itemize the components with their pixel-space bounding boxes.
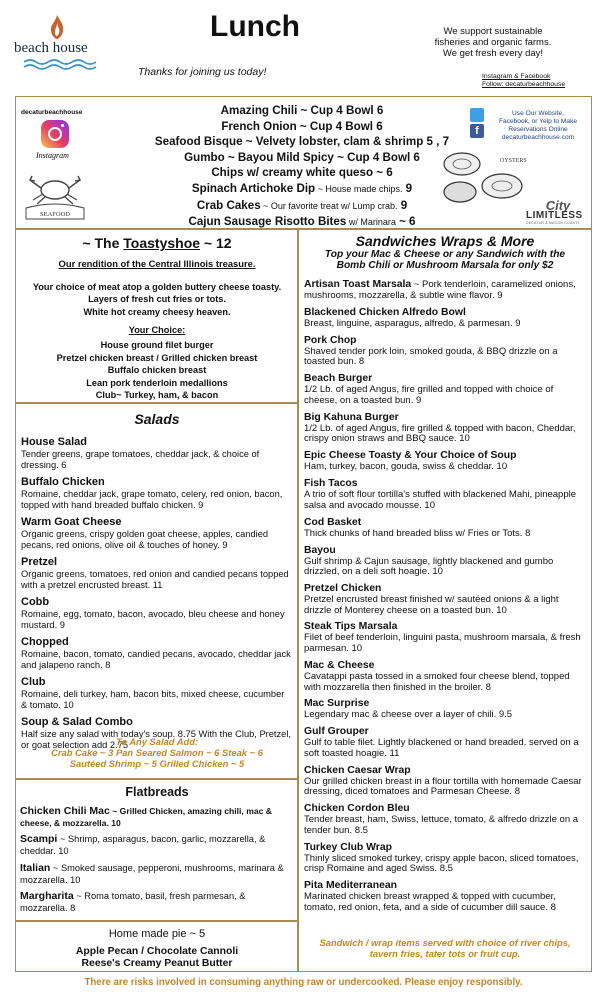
menu-item: Fish Tacos A trio of soft flour tortilla's stuffed with blackened Mahi, pineapple salsa and avocado mousse. 10 xyxy=(304,478,577,511)
city-limitless-logo: City LIMITLESS DECATUR & MACON COUNTY xyxy=(526,198,583,225)
menu-item: Chips w/ creamy white queso ~ 6 xyxy=(211,166,393,180)
choice-heading: Your Choice: xyxy=(128,325,186,335)
menu-item: Chopped Romaine, bacon, tomato, candied pecans, avocado, cheddar jack and jalapeno ranch. 8 xyxy=(21,636,291,670)
list-item: Pretzel chicken breast / Grilled chicken breast xyxy=(56,352,258,363)
twitter-icon[interactable] xyxy=(470,108,484,122)
reservation-note: Use Our Website, Facebook, or Yelp to Make Reservations Online decaturbeachhouse.com xyxy=(498,110,578,141)
menu-item: Turkey Club Wrap Thinly sliced smoked turkey, crispy apple bacon, sliced tomatoes, crisp Romaine and aged Swiss. 8.5 xyxy=(304,841,579,875)
social-follow: Instagram & Facebook Follow: decaturbeachhouse xyxy=(482,73,566,88)
toastyshoe-title: ~ The Toastyshoe ~ 12 xyxy=(82,235,232,251)
divider xyxy=(15,778,298,780)
sandwich-sides-note: Sandwich / wrap items served with choice of river chips, tavern fries, tater tots or fruit cup. xyxy=(319,937,571,959)
pie-section xyxy=(18,928,296,970)
menu-item: House Salad Tender greens, grape tomatoes, cheddar jack, & choice of dressing. 6 xyxy=(21,436,260,470)
crab-icon xyxy=(24,170,86,220)
list-item: Lean pork tenderloin medallions xyxy=(86,377,228,388)
oysters-icon xyxy=(440,146,530,208)
menu-item: Cobb Romaine, egg, tomato, bacon, avocado, bleu cheese and honey mustard. 9 xyxy=(21,596,285,630)
facebook-icon[interactable]: f xyxy=(470,124,484,138)
thanks-message: Thanks for joining us today! xyxy=(138,66,267,78)
brand-name: beach house xyxy=(14,40,88,56)
salad-addons: To Any Salad Add: Crab Cake ~ 3 Pan Seared Salmon ~ 6 Steak ~ 6 Sautéed Shrimp ~ 5 Grilled Chicken ~ 5 xyxy=(51,736,263,769)
menu-item: Seafood Bisque ~ Velvety lobster, clam & shrimp 5 , 7 xyxy=(154,135,450,149)
menu-item: Amazing Chili ~ Cup 4 Bowl 6 xyxy=(220,104,384,117)
sandwiches-list xyxy=(304,279,588,919)
menu-item: Pita Mediterranean Marinated chicken breast wrapped & topped with cucumber, tomato, red onion, feta, and a side of cucumber dill sauce. 8 xyxy=(304,880,556,913)
instagram-label: Instagram xyxy=(36,151,69,160)
menu-item: Chicken Caesar Wrap Our grilled chicken breast in a flour tortilla with homemade Caesar dressing, diced tomatoes and Parmesan Cheese. 8 xyxy=(304,764,582,798)
divider xyxy=(15,920,298,922)
toastyshoe-description: Your choice of meat atop a golden buttery cheese toasty. Layers of fresh cut fries or tots. White hot creamy cheesy heaven. xyxy=(32,282,282,317)
menu-item: Scampi ~ Shrimp, asparagus, bacon, garlic, mozzarella, & cheddar. 10 xyxy=(20,833,266,857)
flatbreads-title: Flatbreads xyxy=(125,785,189,799)
menu-item: Margharita ~ Roma tomato, basil, fresh parmesan, & mozzarella. 8 xyxy=(20,890,246,914)
oysters-label: OYSTERS xyxy=(500,158,527,164)
menu-item: Steak Tips Marsala Filet of beef tenderloin, linguini pasta, mushroom marsala, & fresh parmesan. 10 xyxy=(304,621,581,655)
menu-item: Cod Basket Thick chunks of hand breaded bliss w/ Fries or Tots. 8 xyxy=(304,516,531,539)
flame-icon xyxy=(48,14,66,40)
divider xyxy=(15,402,298,404)
menu-item: Warm Goat Cheese Organic greens, crispy golden goat cheese, apples, candied pecans, red onions, olive oil & touches of honey. 9 xyxy=(21,516,269,550)
menu-item: Gumbo ~ Bayou Mild Spicy ~ Cup 4 Bowl 6 xyxy=(184,150,420,164)
menu-item: Spinach Artichoke Dip ~ House made chips. 9 xyxy=(191,181,413,195)
menu-item: Pork Chop Shaved tender pork loin, smoked gouda, & BBQ drizzle on a toasted bun. 8 xyxy=(304,334,558,368)
waves-icon xyxy=(22,58,100,70)
menu-item: Chicken Chili Mac ~ Grilled Chicken, amazing chili, mac & cheese, & mozzarella. 10 xyxy=(20,805,272,828)
instagram-handle: decaturbeachhouse xyxy=(21,109,83,116)
sandwiches-subtitle: Top your Mac & Cheese or any Sandwich with the Bomb Chili or Mushroom Marsala for only $2 xyxy=(324,249,566,271)
menu-item: Blackened Chicken Alfredo Bowl Breast, linguine, asparagus, alfredo, & parmesan. 9 xyxy=(304,306,521,329)
divider xyxy=(297,228,299,972)
menu-item: Artisan Toast Marsala ~ Pork tenderloin, caramelized onions, mushrooms, mozzarella, & subtle wine flavor. 9 xyxy=(304,279,576,301)
menu-item: Soup & Salad Combo Half size any salad with today's soup. 8.75 With the Club, Pretzel, or goat selection add 2.75 xyxy=(21,716,291,750)
menu-item: Chicken Cordon Bleu Tender breast, ham, Swiss, lettuce, tomato, & alfredo drizzle on a tender bun. 8.5 xyxy=(304,803,579,836)
sandwiches-title: Sandwiches Wraps & More xyxy=(355,233,535,249)
menu-item: Big Kahuna Burger 1/2 Lb. of aged Angus, fire grilled & topped with bacon, Cheddar, crispy onion straws and BBQ sauce. 10 xyxy=(304,411,576,445)
menu-item: Buffalo Chicken Romaine, cheddar jack, grape tomato, celery, red onion, bacon, topped with hand breaded buffalo chicken. 9 xyxy=(21,476,283,510)
page-title: Lunch xyxy=(210,10,300,43)
menu-item: French Onion ~ Cup 4 Bowl 6 xyxy=(221,119,383,133)
menu-item: Italian ~ Smoked sausage, pepperoni, mushrooms, marinara & mozzarella. 10 xyxy=(20,861,284,885)
menu-item: Crab Cakes ~ Our favorite treat w/ Lump crab. 9 xyxy=(196,198,408,212)
list-item: Reese's Creamy Peanut Butter xyxy=(81,958,233,969)
menu-item: Pretzel Organic greens, tomatoes, red onion and candied pecans topped with a pretzel encrusted breast. 11 xyxy=(21,556,289,590)
menu-item: Mac & Cheese Cavatappi pasta tossed in a smoked four cheese blend, topped with mozzarella then finished in the broiler. 8 xyxy=(304,659,570,693)
menu-item: Epic Cheese Toasty & Your Choice of Soup Ham, turkey, bacon, gouda, swiss & cheddar. 10 xyxy=(304,450,517,473)
salads-list xyxy=(21,436,293,756)
menu-item: Gulf Grouper Gulf to table filet. Lightly blackened or hand breaded. served on a soft toasted hoagie. 11 xyxy=(304,726,579,759)
sustainability-tagline: We support sustainable fisheries and organic farms. We get fresh every day! xyxy=(434,26,552,59)
list-item: Club~ Turkey, ham, & bacon xyxy=(95,390,219,400)
list-item: Buffalo chicken breast xyxy=(107,365,207,375)
raw-food-disclaimer: There are risks involved in consuming anything raw or undercooked. Please enjoy responsibly. xyxy=(84,977,523,988)
flatbreads-list xyxy=(20,805,292,919)
menu-item: Cajun Sausage Risotto Bites w/ Marinara ~ 6 xyxy=(188,215,416,229)
salads-title: Salads xyxy=(134,411,180,427)
instagram-icon[interactable] xyxy=(41,120,69,148)
menu-item: Pretzel Chicken Pretzel encrusted breast finished w/ sautéed onions & a light drizzle of Monterey cheese on a toasted bun. 10 xyxy=(304,582,559,616)
list-item: Apple Pecan / Chocolate Cannoli xyxy=(75,946,239,957)
menu-item: Club Romaine, deli turkey, ham, bacon bits, mixed cheese, cucumber & tomato. 10 xyxy=(21,676,285,710)
crab-label: SEAFOOD xyxy=(40,211,70,218)
toastyshoe-subtitle: Our rendition of the Central Illinois treasure. xyxy=(58,258,256,269)
pie-title: Home made pie ~ 5 xyxy=(108,928,206,940)
list-item: House ground filet burger xyxy=(100,340,214,350)
choice-list xyxy=(18,339,296,402)
menu-item: Mac Surprise Legendary mac & cheese over a layer of chili. 9.5 xyxy=(304,698,513,721)
menu-item: Bayou Gulf shrimp & Cajun sausage, lightly blackened and gumbo drizzled, on a deli soft hoagie. 10 xyxy=(304,544,554,578)
menu-item: Beach Burger 1/2 Lb. of aged Angus, fire grilled and topped with choice of cheese, on a toasted bun. 9 xyxy=(304,373,554,406)
